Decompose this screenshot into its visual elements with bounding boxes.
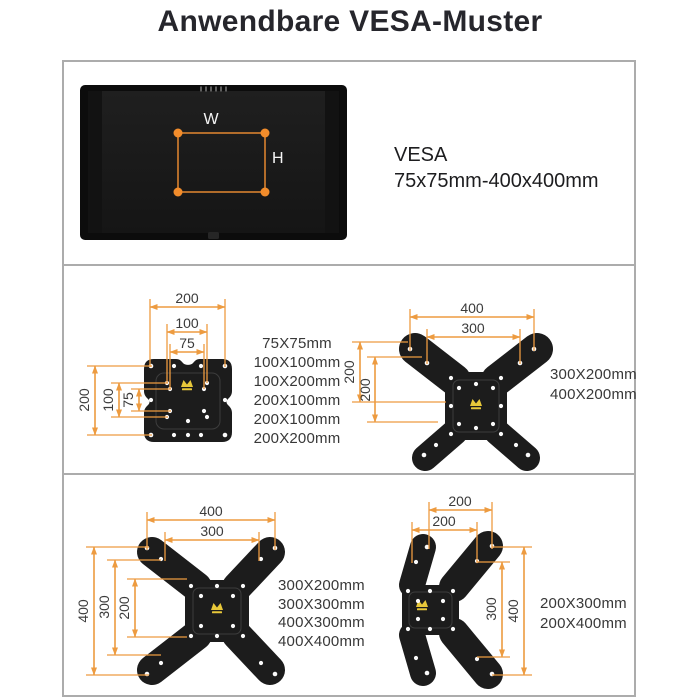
- size-item: 100X100mm: [253, 354, 341, 371]
- size-item: 400X400mm: [278, 632, 365, 650]
- size-item: 300X200mm: [550, 366, 637, 383]
- section-small-patterns: [64, 266, 637, 475]
- size-item: 300X300mm: [278, 595, 365, 613]
- content-board: [62, 60, 636, 697]
- dim-label: 75: [120, 392, 136, 408]
- size-item: 100X200mm: [253, 373, 341, 390]
- dim-label: 300: [96, 595, 112, 619]
- dim-label: 200: [76, 388, 92, 412]
- dim-label: 100: [100, 388, 116, 412]
- size-item: 300X200mm: [278, 577, 365, 594]
- vesa-range-text: [394, 142, 599, 194]
- dim-label: 100: [175, 315, 199, 331]
- dim-label: 300: [461, 320, 485, 336]
- size-item: 400X300mm: [278, 614, 365, 631]
- height-label: H: [272, 150, 284, 167]
- dim-label: 400: [505, 599, 521, 623]
- tv-back-illustration: [80, 85, 347, 240]
- size-item: 200X100mm: [253, 411, 341, 428]
- dim-label: 75: [179, 335, 195, 351]
- width-label: W: [203, 111, 219, 128]
- page-title: Anwendbare VESA-Muster: [157, 5, 543, 38]
- vesa-title: VESA: [394, 144, 448, 166]
- dim-label: 200: [341, 360, 357, 384]
- dim-label: 400: [460, 300, 484, 316]
- dim-label: 200: [357, 378, 373, 402]
- dim-label: 300: [483, 597, 499, 621]
- dim-label: 200: [432, 513, 456, 529]
- square-plate-graphic: [144, 359, 232, 442]
- dim-label: 200: [116, 596, 132, 620]
- dim-label: 200: [175, 290, 199, 306]
- size-item: 400X200mm: [550, 386, 637, 403]
- dim-label: 200: [448, 493, 472, 509]
- size-list-kplate: [540, 594, 630, 634]
- section-tv-overview: [64, 62, 634, 266]
- dim-label: 300: [200, 523, 224, 539]
- size-item: 200X100mm: [253, 392, 341, 409]
- dim-label: 400: [75, 599, 91, 623]
- size-item: 200X200mm: [253, 430, 341, 447]
- vesa-range: 75x75mm-400x400mm: [394, 170, 599, 192]
- dim-label: 400: [199, 503, 223, 519]
- size-list-butterfly: [550, 365, 640, 405]
- size-list-xplate: [278, 577, 374, 651]
- size-list-square: [248, 334, 346, 448]
- size-item: 200X400mm: [540, 615, 627, 632]
- section-large-patterns: [64, 475, 634, 695]
- size-item: 75X75mm: [262, 335, 332, 352]
- size-item: 200X300mm: [540, 595, 627, 612]
- x-plate-graphic: [145, 546, 278, 677]
